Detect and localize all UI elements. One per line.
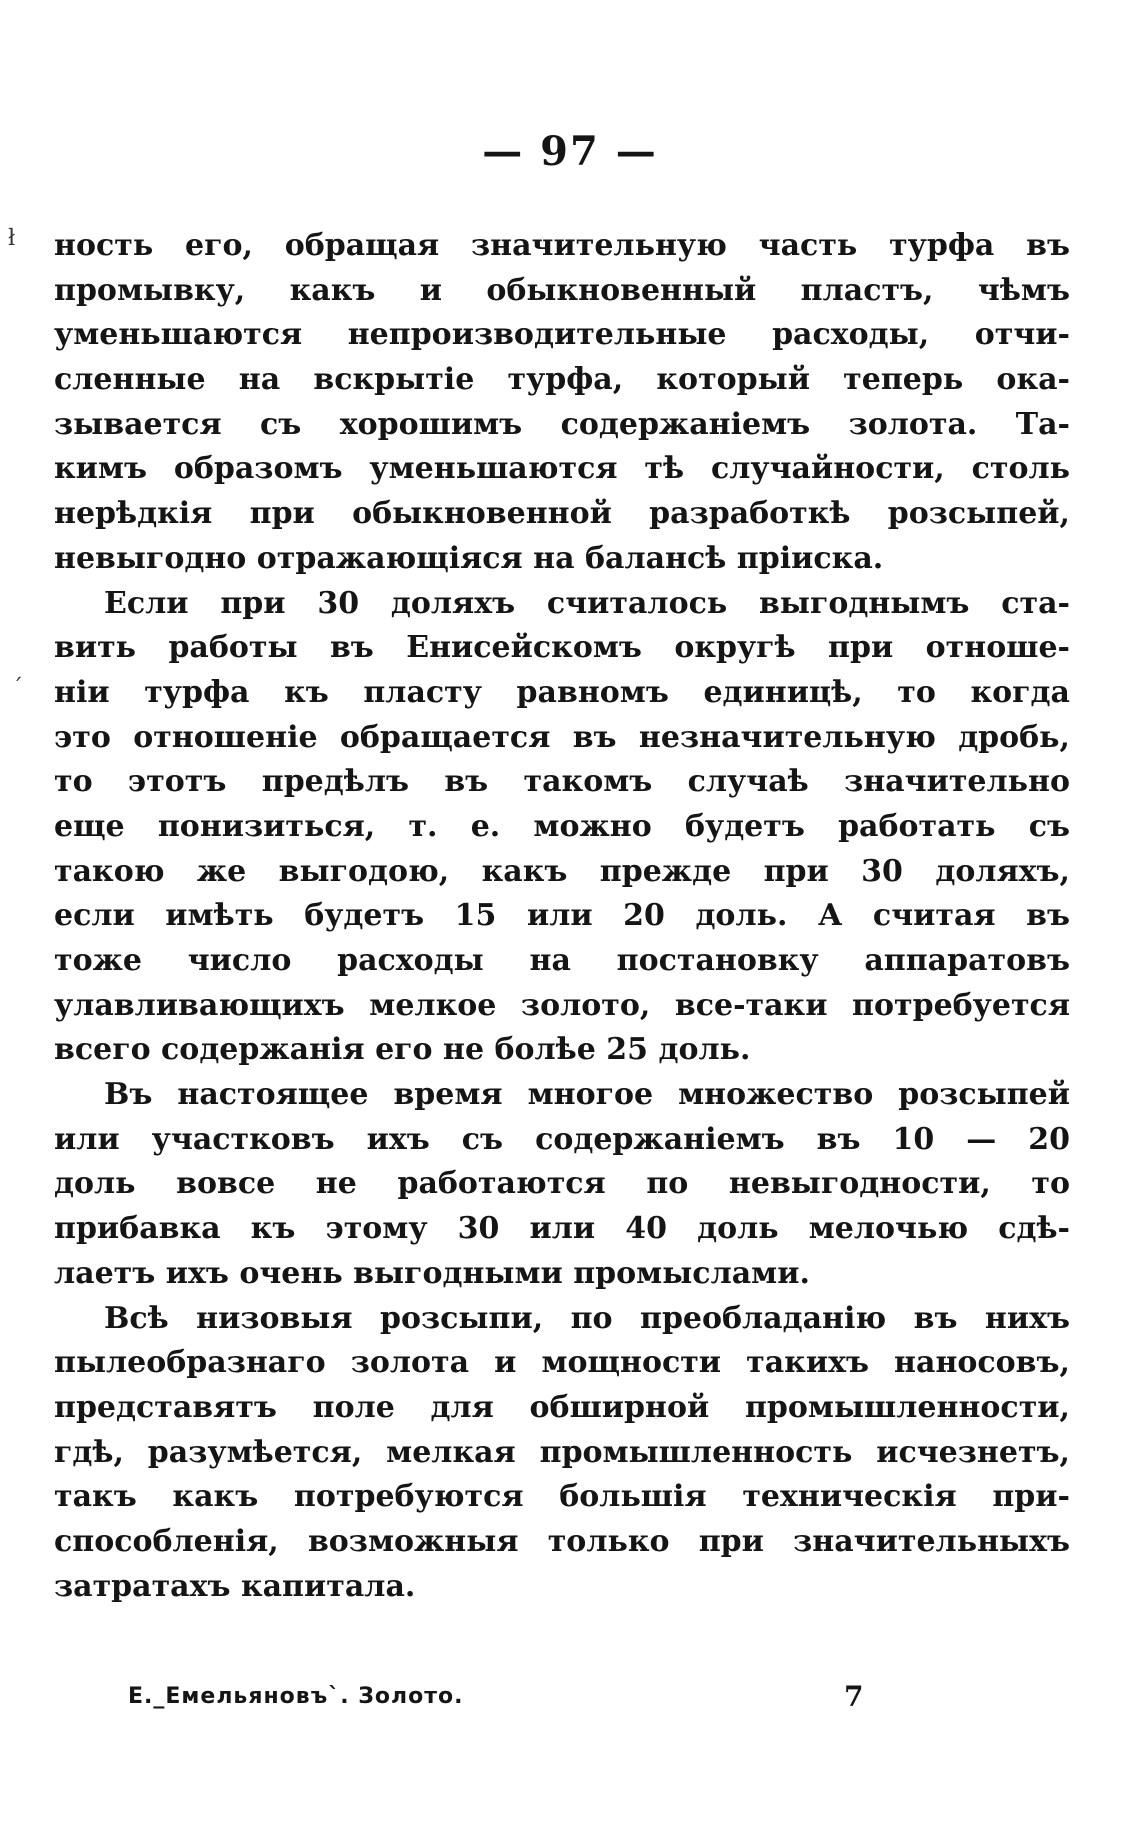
text-line: ніи турфа къ пласту равномъ единицѣ, то когда <box>54 674 1070 710</box>
page-number-header: — 97 — <box>482 128 658 175</box>
text-line: Если при 30 доляхъ считалось выгоднымъ ста- <box>104 585 1070 621</box>
text-line: уменьшаются непроизводительные расходы, отчи- <box>54 317 1070 353</box>
text-line: пылеобразнаго золота и мощности такихъ наносовъ, <box>54 1345 1070 1381</box>
text-line: сленные на вскрытіе турфа, который теперь ока- <box>54 362 1070 398</box>
footer-signature-mark: Е._Емельяновъ`. Золото. <box>128 1684 464 1709</box>
text-line: ность его, обращая значительную часть турфа въ <box>54 228 1070 263</box>
paragraph <box>54 582 1070 1074</box>
text-line: или участковъ ихъ съ содержаніемъ въ 10 — 20 <box>54 1121 1070 1157</box>
text-line: если имѣть будетъ 15 или 20 доль. А считая въ <box>54 898 1070 934</box>
paragraph <box>54 1297 1070 1610</box>
text-line: Всѣ низовыя розсыпи, по преобладанію въ нихъ <box>104 1300 1070 1336</box>
margin-mark: ł <box>8 226 16 251</box>
text-line: всего содержанія его не болѣе 25 доль. <box>54 1032 751 1068</box>
paragraph <box>54 224 1070 582</box>
text-line: улавливающихъ мелкое золото, все-таки потребуется <box>54 987 1070 1023</box>
margin-mark: ˊ <box>12 676 23 701</box>
text-line: невыгодно отражающіяся на балансѣ пріиска. <box>54 540 884 576</box>
text-line: это отношеніе обращается въ незначительную дробь, <box>54 719 1070 755</box>
text-line: представятъ поле для обширной промышленности, <box>54 1389 1070 1425</box>
body-text <box>54 224 1070 1609</box>
text-line: то этотъ предѣлъ въ такомъ случаѣ значительно <box>54 764 1070 800</box>
text-line: тоже число расходы на постановку аппаратовъ <box>54 943 1070 978</box>
paragraph <box>54 1073 1070 1296</box>
text-line: гдѣ, разумѣется, мелкая промышленность исчезнетъ, <box>54 1434 1070 1470</box>
footer-sheet-number: 7 <box>844 1680 864 1713</box>
text-line: промывку, какъ и обыкновенный пластъ, чѣмъ <box>54 272 1070 308</box>
text-line: способленія, возможныя только при значительныхъ <box>54 1523 1070 1559</box>
text-line: еще понизиться, т. е. можно будетъ работать съ <box>54 808 1070 844</box>
text-line: зывается съ хорошимъ содержаніемъ золота. Та- <box>54 406 1070 442</box>
text-line: вить работы въ Енисейскомъ округѣ при отноше- <box>54 630 1070 666</box>
text-line: такъ какъ потребуются большія техническія при- <box>54 1479 1070 1515</box>
text-line: нерѣдкія при обыкновенной разработкѣ розсыпей, <box>54 496 1070 532</box>
text-line: затратахъ капитала. <box>54 1568 416 1604</box>
text-line: кимъ образомъ уменьшаются тѣ случайности, столь <box>54 451 1070 487</box>
text-line: прибавка къ этому 30 или 40 доль мелочью сдѣ- <box>54 1211 1070 1247</box>
text-line: доль вовсе не работаются по невыгодности, то <box>54 1166 1070 1202</box>
text-line: лаетъ ихъ очень выгодными промыслами. <box>54 1255 810 1291</box>
text-line: Въ настоящее время многое множество розсыпей <box>104 1077 1070 1113</box>
text-line: такою же выгодою, какъ прежде при 30 доляхъ, <box>54 853 1070 889</box>
